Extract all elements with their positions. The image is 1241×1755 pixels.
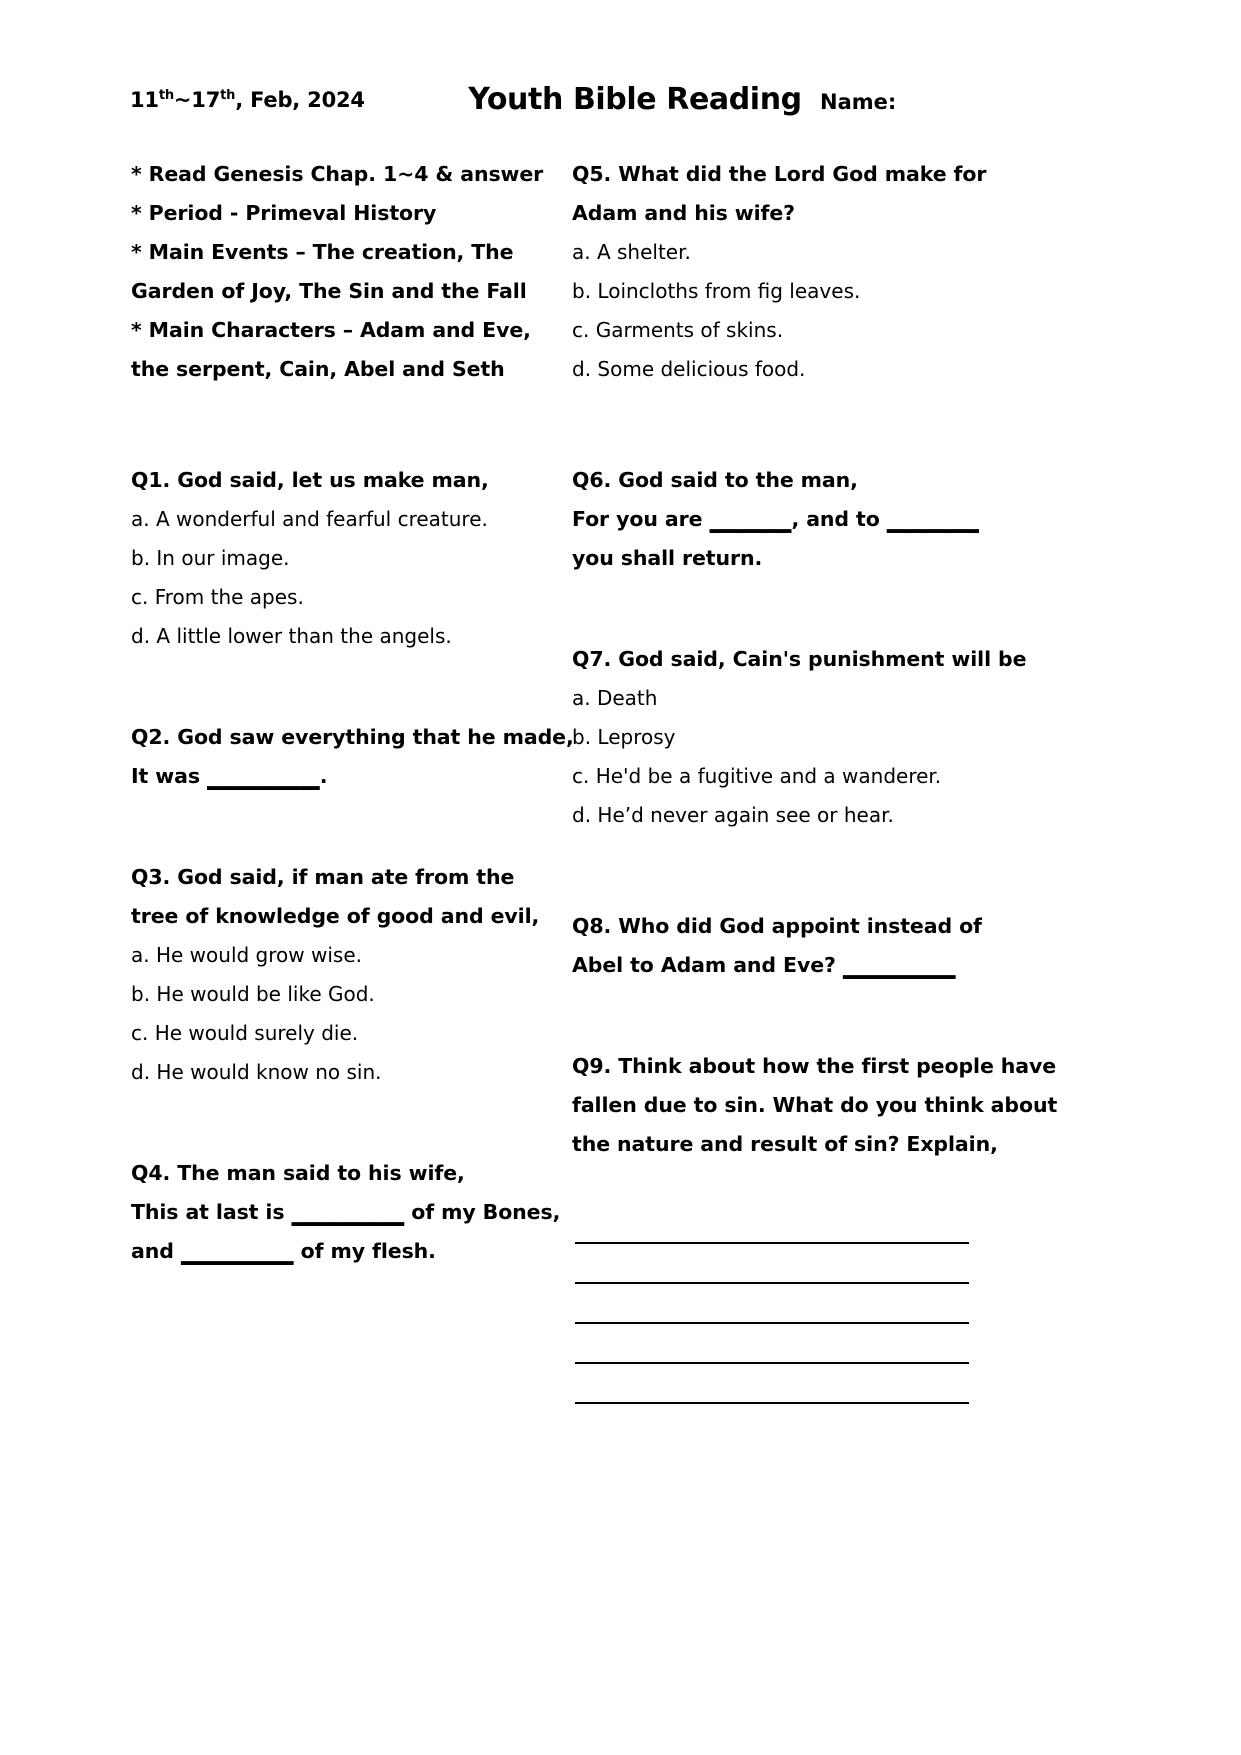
spacer <box>572 389 997 461</box>
q4-prompt: Q4. The man said to his wife, <box>131 1161 465 1185</box>
date-month-year: , Feb, 2024 <box>235 88 365 112</box>
q1-option-c[interactable]: c. From the apes. <box>131 585 304 609</box>
spacer <box>131 389 551 461</box>
question-8 <box>572 907 997 985</box>
date-range-separator: ~17 <box>173 88 221 112</box>
intro-main-events-line2: Garden of Joy, The Sin and the Fall <box>131 279 527 303</box>
q4-answer-blank-1[interactable]: ___________ <box>291 1200 405 1224</box>
q5-option-d[interactable]: d. Some delicious food. <box>572 357 806 381</box>
date-ordinal-first: th <box>158 88 174 103</box>
q9-answer-rule[interactable] <box>575 1362 969 1364</box>
q4-fill-line2-suffix: of my flesh. <box>293 1239 436 1263</box>
q9-prompt-line3: the nature and result of sin? Explain, <box>572 1132 998 1156</box>
q7-option-d[interactable]: d. He’d never again see or hear. <box>572 803 894 827</box>
spacer <box>131 796 551 858</box>
q9-prompt-line2: fallen due to sin. What do you think about <box>572 1093 1058 1117</box>
intro-block <box>131 155 551 389</box>
q1-prompt: Q1. God said, let us make man, <box>131 468 489 492</box>
q8-answer-blank[interactable]: ___________ <box>842 953 956 977</box>
date-day-first: 11 <box>130 88 159 112</box>
intro-reading-assignment: * Read Genesis Chap. 1~4 & answer <box>131 162 544 186</box>
q5-option-b[interactable]: b. Loincloths from fig leaves. <box>572 279 861 303</box>
q7-option-a[interactable]: a. Death <box>572 686 658 710</box>
q3-option-c[interactable]: c. He would surely die. <box>131 1021 359 1045</box>
date-ordinal-second: th <box>220 88 236 103</box>
question-6 <box>572 461 997 578</box>
q1-option-a[interactable]: a. A wonderful and fearful creature. <box>131 507 488 531</box>
q4-answer-blank-2[interactable]: ___________ <box>180 1239 294 1263</box>
q3-option-b[interactable]: b. He would be like God. <box>131 982 375 1006</box>
q6-fill-middle: , and to <box>791 507 887 531</box>
q3-option-a[interactable]: a. He would grow wise. <box>131 943 362 967</box>
q7-option-b[interactable]: b. Leprosy <box>572 725 676 749</box>
q9-answer-rule[interactable] <box>575 1242 969 1244</box>
question-1 <box>131 461 551 656</box>
q7-prompt: Q7. God said, Cain's punishment will be <box>572 647 1027 671</box>
q1-option-d[interactable]: d. A little lower than the angels. <box>131 624 452 648</box>
q2-fill-prefix: It was <box>131 764 207 788</box>
q9-answer-area[interactable] <box>575 1242 969 1442</box>
q6-fill-line2: you shall return. <box>572 546 763 570</box>
question-5 <box>572 155 997 389</box>
q6-answer-blank-1[interactable]: ________ <box>709 507 792 531</box>
q5-prompt-line1: Q5. What did the Lord God make for <box>572 162 987 186</box>
left-column <box>131 155 574 1271</box>
spacer <box>131 656 551 718</box>
q3-prompt-line1: Q3. God said, if man ate from the <box>131 865 515 889</box>
q5-option-a[interactable]: a. A shelter. <box>572 240 691 264</box>
q6-fill-line1 <box>572 500 997 539</box>
page-title: Youth Bible Reading <box>468 82 802 117</box>
page-header <box>130 82 1111 130</box>
q1-option-b[interactable]: b. In our image. <box>131 546 290 570</box>
q3-option-d[interactable]: d. He would know no sin. <box>131 1060 382 1084</box>
spacer <box>572 835 997 907</box>
question-2 <box>131 718 574 796</box>
q9-prompt-line1: Q9. Think about how the first people have <box>572 1054 1057 1078</box>
q2-prompt: Q2. God saw everything that he made, <box>131 725 574 749</box>
q5-prompt-line2: Adam and his wife? <box>572 201 795 225</box>
q9-answer-rule[interactable] <box>575 1322 969 1324</box>
right-column <box>572 155 1058 1164</box>
q4-fill-line2-prefix: and <box>131 1239 181 1263</box>
question-9 <box>572 1047 1058 1164</box>
spacer <box>131 1092 551 1154</box>
intro-period: * Period - Primeval History <box>131 201 437 225</box>
q7-option-c[interactable]: c. He'd be a fugitive and a wanderer. <box>572 764 942 788</box>
q6-prompt: Q6. God said to the man, <box>572 468 858 492</box>
q5-option-c[interactable]: c. Garments of skins. <box>572 318 784 342</box>
spacer <box>572 985 997 1047</box>
date-range <box>130 88 365 112</box>
q8-prompt-line2 <box>572 946 997 985</box>
name-field-label: Name: <box>820 90 897 114</box>
q2-answer-blank[interactable]: ___________ <box>206 764 320 788</box>
q6-answer-blank-2[interactable]: _________ <box>886 507 980 531</box>
intro-main-characters-line2: the serpent, Cain, Abel and Seth <box>131 357 505 381</box>
q9-answer-rule[interactable] <box>575 1402 969 1404</box>
q8-prompt-line2-text: Abel to Adam and Eve? <box>572 953 843 977</box>
q4-fill-line1-prefix: This at last is <box>131 1200 292 1224</box>
q4-fill-line1-suffix: of my Bones, <box>404 1200 561 1224</box>
q3-prompt-line2: tree of knowledge of good and evil, <box>131 904 540 928</box>
spacer <box>572 578 997 640</box>
q2-fill-line <box>131 757 551 796</box>
q9-answer-rule[interactable] <box>575 1282 969 1284</box>
q2-fill-suffix: . <box>319 764 328 788</box>
intro-main-characters-line1: * Main Characters – Adam and Eve, <box>131 318 531 342</box>
q4-fill-line2 <box>131 1232 551 1271</box>
question-3 <box>131 858 551 1092</box>
q4-fill-line1 <box>131 1193 561 1232</box>
q8-prompt-line1: Q8. Who did God appoint instead of <box>572 914 982 938</box>
question-7 <box>572 640 1027 835</box>
question-4 <box>131 1154 561 1271</box>
q6-fill-prefix: For you are <box>572 507 710 531</box>
intro-main-events-line1: * Main Events – The creation, The <box>131 240 514 264</box>
